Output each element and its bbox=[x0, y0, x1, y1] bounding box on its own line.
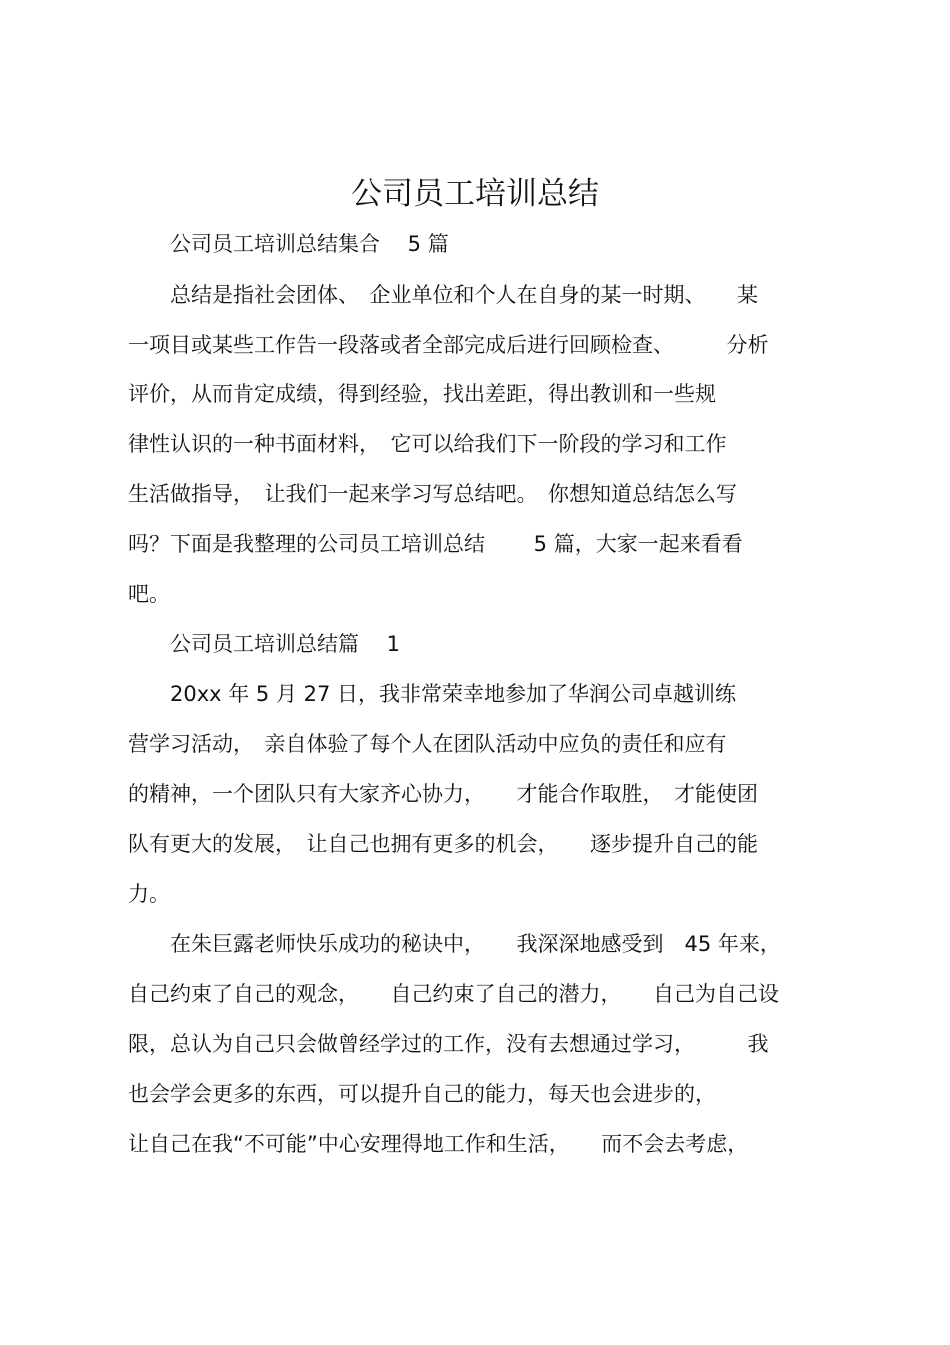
paragraph-line: 自己约束了自己的观念， 自己约束了自己的潜力， 自己为自己设 bbox=[128, 982, 779, 1006]
section-heading: 公司员工培训总结篇 1 bbox=[128, 632, 401, 656]
paragraph-line: 一项目或某些工作告一段落或者全部完成后进行回顾检查、 分析 bbox=[128, 333, 769, 357]
paragraph-line: 评价，从而肯定成绩，得到经验，找出差距，得出教训和一些规 bbox=[128, 382, 716, 406]
paragraph-line: 总结是指社会团体、 企业单位和个人在自身的某一时期、 某 bbox=[128, 283, 758, 307]
paragraph-line: 限，总认为自己只会做曾经学过的工作，没有去想通过学习， 我 bbox=[128, 1032, 769, 1056]
paragraph-line: 让自己在我“不可能”中心安理得地工作和生活， 而不会去考虑， bbox=[128, 1132, 749, 1156]
paragraph-line: 20xx 年 5 月 27 日，我非常荣幸地参加了华润公司卓越训练 bbox=[128, 682, 737, 706]
paragraph-line: 也会学会更多的东西，可以提升自己的能力，每天也会进步的， bbox=[128, 1082, 716, 1106]
paragraph-line: 队有更大的发展， 让自己也拥有更多的机会， 逐步提升自己的能 bbox=[128, 832, 758, 856]
subtitle-line: 公司员工培训总结集合 5 篇 bbox=[128, 232, 449, 256]
document-title: 公司员工培训总结 bbox=[351, 176, 599, 212]
paragraph-line: 律性认识的一种书面材料， 它可以给我们下一阶段的学习和工作 bbox=[128, 432, 727, 456]
paragraph-line: 吧。 bbox=[128, 582, 170, 606]
paragraph-line: 的精神，一个团队只有大家齐心协力， 才能合作取胜， 才能使团 bbox=[128, 782, 758, 806]
paragraph-line: 吗？下面是我整理的公司员工培训总结 5 篇，大家一起来看看 bbox=[128, 532, 743, 556]
paragraph-line: 生活做指导， 让我们一起来学习写总结吧。 你想知道总结怎么写 bbox=[128, 482, 737, 506]
paragraph-line: 在朱巨露老师快乐成功的秘诀中， 我深深地感受到 45 年来， bbox=[128, 932, 781, 956]
paragraph-line: 力。 bbox=[128, 882, 170, 906]
paragraph-line: 营学习活动， 亲自体验了每个人在团队活动中应负的责任和应有 bbox=[128, 732, 727, 756]
